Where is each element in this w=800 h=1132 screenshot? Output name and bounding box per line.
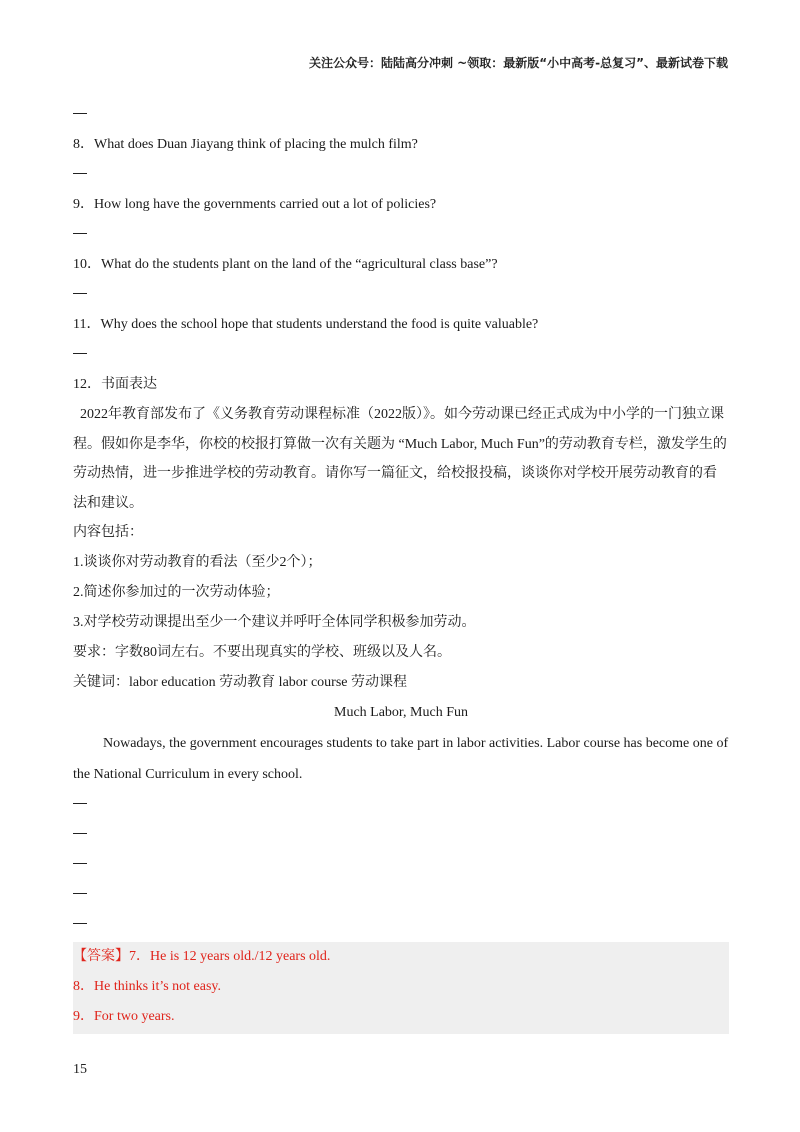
question-10 (73, 250, 729, 280)
question-text: What do the students plant on the land of the “agricultural class base”? (101, 257, 498, 272)
answer-blank (73, 340, 729, 370)
writing-point-2: 2.简述你参加过的一次劳动体验； (73, 585, 280, 600)
question-number: 11． (73, 317, 101, 332)
essay-start: Nowadays, the government encourages students to take part in labor activities. Labor course has become one of the National Curriculum in every school. (73, 736, 729, 782)
writing-keywords: 关键词：labor education 劳动教育 labor course 劳动课程 (73, 675, 407, 690)
question-8 (73, 130, 729, 160)
writing-point-1: 1.谈谈你对劳动教育的看法（至少2个）； (73, 555, 322, 570)
writing-intro: 2022年教育部发布了《义务教育劳动课程标准（2022版）》。如今劳动课已经正式成为中小学的一门独立课程。假如你是李华，你校的校报打算做一次有关题为 “Much Labor, Much Fun”的劳动教育专栏，激发学生的劳动热情，进一步推进学校的劳动教育。请你写一篇征文，给校报投稿，谈谈你对学校开展劳动教育的看法和建议。 (73, 407, 727, 511)
writing-blank-line (73, 790, 729, 820)
page-number: 15 (73, 1062, 87, 1077)
content-label: 内容包括： (73, 525, 143, 540)
answer-9: 9．For two years. (73, 1009, 175, 1024)
question-number: 10． (73, 257, 101, 272)
answer-7 (73, 942, 729, 972)
question-number: 9． (73, 197, 94, 212)
answer-blank (73, 160, 729, 190)
writing-blank-line (73, 880, 729, 910)
question-text: What does Duan Jiayang think of placing the mulch film? (94, 137, 418, 152)
page-header: 关注公众号：陆陆高分冲刺 ~领取：最新版“小中高考-总复习”、最新试卷下载 (309, 56, 728, 70)
writing-blank-line (73, 910, 729, 940)
answer-blank (73, 280, 729, 310)
writing-point-3: 3.对学校劳动课提出至少一个建议并呼吁全体同学积极参加劳动。 (73, 615, 476, 630)
answer-text: 7．He is 12 years old./12 years old. (129, 949, 331, 964)
page-content (73, 100, 729, 1034)
question-text: Why does the school hope that students understand the food is quite valuable? (100, 317, 539, 332)
answer-blank (73, 100, 729, 130)
answer-blank (73, 220, 729, 250)
writing-heading: 12．书面表达 (73, 377, 157, 392)
answer-8: 8．He thinks it’s not easy. (73, 979, 222, 994)
writing-requirements: 要求：字数80词左右。不要出现真实的学校、班级以及人名。 (73, 645, 451, 660)
answer-label: 【答案】 (73, 949, 129, 964)
question-number: 8． (73, 137, 94, 152)
question-11 (73, 310, 729, 340)
writing-blank-line (73, 850, 729, 880)
question-text: How long have the governments carried out a lot of policies? (94, 197, 437, 212)
essay-title: Much Labor, Much Fun (334, 705, 468, 720)
question-9 (73, 190, 729, 220)
writing-blank-line (73, 820, 729, 850)
answer-section (73, 942, 729, 1034)
